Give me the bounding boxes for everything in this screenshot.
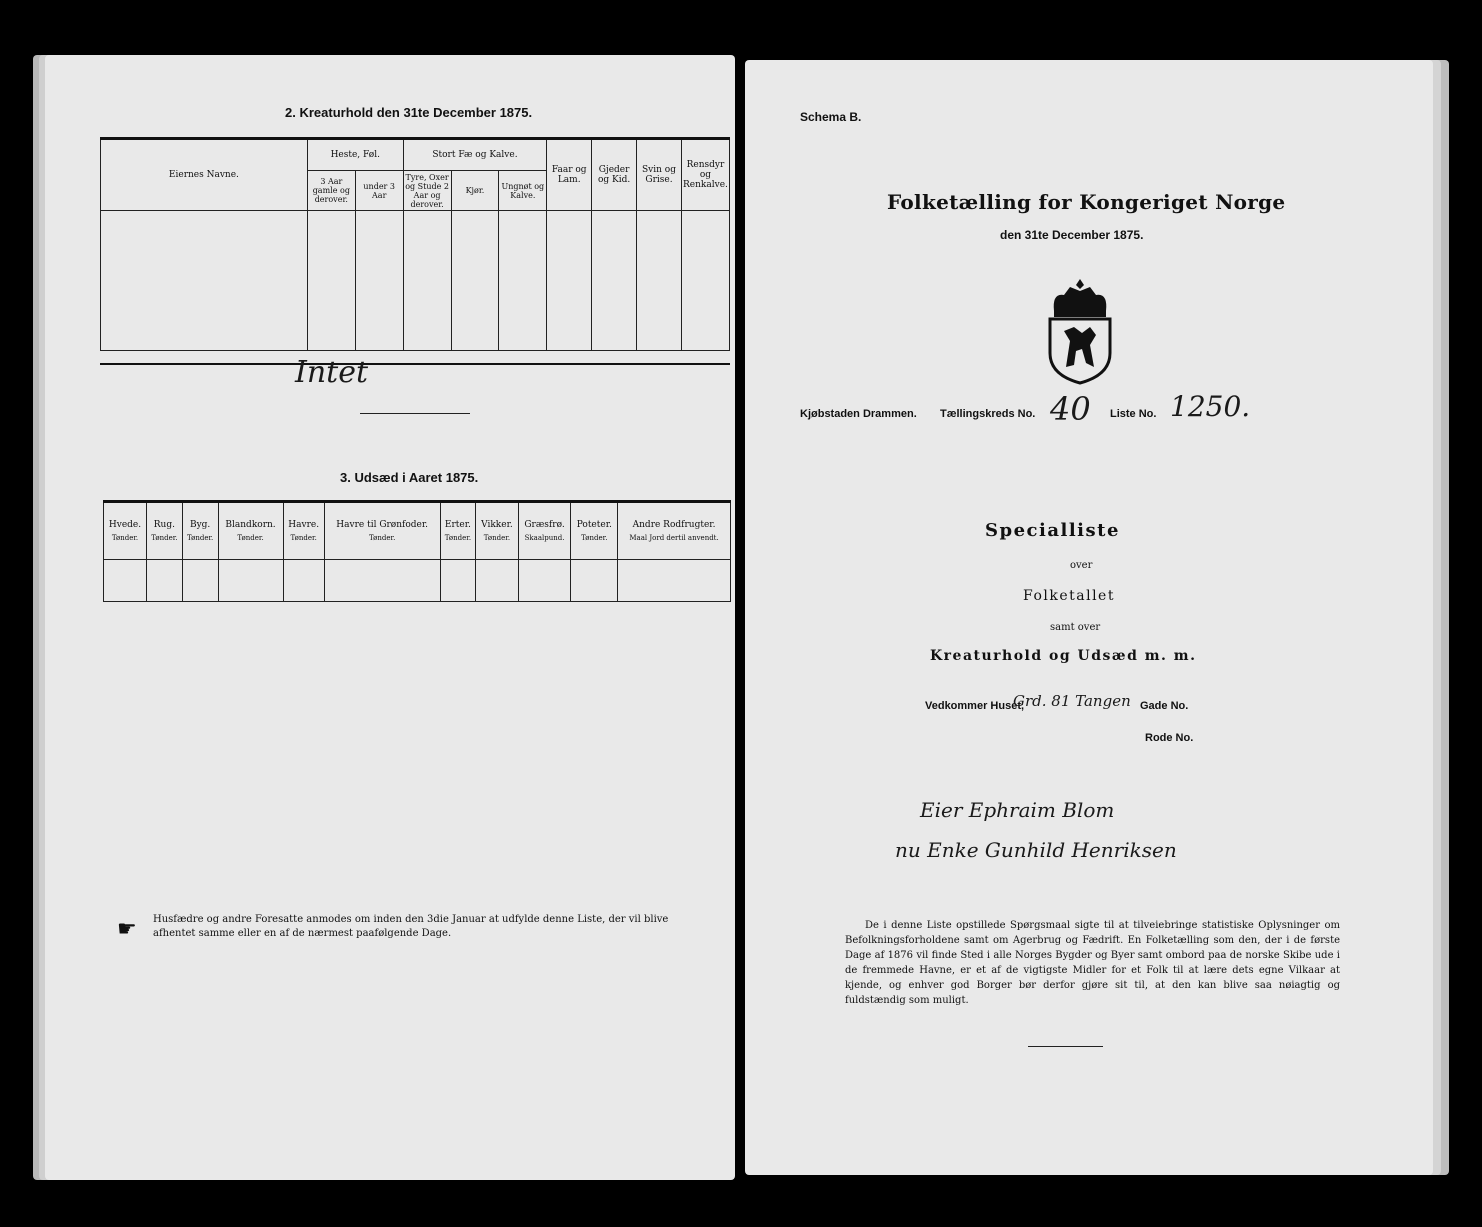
- samt-over-label: samt over: [1050, 622, 1101, 633]
- sowing-entry-cell: [324, 560, 440, 602]
- kreaturhold-label: Kreaturhold og Udsæd m. m.: [930, 648, 1197, 664]
- sowing-col-unit: Tønder.: [581, 534, 608, 542]
- pointing-hand-icon: ☛: [117, 917, 137, 942]
- coat-of-arms-icon: [1040, 275, 1120, 385]
- sowing-col-header: [571, 502, 618, 560]
- sowing-col-header: [440, 502, 476, 560]
- sowing-entry-cell: [104, 560, 147, 602]
- sowing-entry-cell: [218, 560, 283, 602]
- cattle-header: Stort Fæ og Kalve.: [403, 139, 547, 171]
- sowing-col-unit: Tønder.: [444, 534, 472, 542]
- notice-line2: afhentet samme eller en af de nærmest paafølgende Dage.: [153, 928, 452, 939]
- sowing-col-name: Poteter.: [576, 520, 612, 530]
- sowing-col-header: [182, 502, 218, 560]
- sowing-entry-cell: [182, 560, 218, 602]
- sowing-col-name: Græsfrø.: [524, 520, 565, 530]
- sowing-col-unit: Tønder.: [151, 534, 178, 542]
- rode-label: Rode No.: [1145, 732, 1194, 744]
- pigs-header: Svin og Grise.: [637, 139, 682, 211]
- schema-label: Schema B.: [800, 110, 862, 124]
- bottom-divider: [1028, 1046, 1103, 1047]
- census-title: Folketælling for Kongeriget Norge: [887, 190, 1286, 214]
- sowing-col-name: Byg.: [189, 520, 211, 530]
- house-label: Vedkommer Huset,: [925, 700, 1025, 712]
- sowing-col-header: [618, 502, 731, 560]
- sowing-col-name: Andre Rodfrugter.: [632, 520, 716, 530]
- sowing-entry-cell: [618, 560, 731, 602]
- reindeer-header: Rensdyr og Renkalve.: [681, 139, 729, 211]
- horses-header: Heste, Føl.: [307, 139, 403, 171]
- sowing-col-header: [283, 502, 324, 560]
- right-page: [745, 60, 1433, 1175]
- sowing-col-unit: Tønder.: [483, 534, 511, 542]
- sowing-entry-cell: [147, 560, 183, 602]
- list-value: 1250.: [1170, 390, 1251, 423]
- sowing-col-unit: Tønder.: [187, 534, 214, 542]
- sowing-entry-cell: [571, 560, 618, 602]
- sowing-entry-cell: [518, 560, 571, 602]
- house-value: Grd. 81 Tangen: [1013, 692, 1131, 710]
- sowing-entry-cell: [440, 560, 476, 602]
- sowing-col-unit: Skaalpund.: [524, 534, 565, 542]
- section3-title: 3. Udsæd i Aaret 1875.: [340, 470, 479, 485]
- over-label: over: [1070, 560, 1093, 571]
- sowing-col-unit: Tønder.: [369, 534, 396, 542]
- handwritten-intet: Intet: [295, 355, 369, 390]
- sowing-col-header: [324, 502, 440, 560]
- sowing-entry-cell: [283, 560, 324, 602]
- livestock-entry-row: [101, 211, 730, 351]
- district-label: Tællingskreds No.: [940, 408, 1036, 420]
- cows-header: Kjør.: [451, 171, 499, 211]
- section2-title: 2. Kreaturhold den 31te December 1875.: [285, 105, 533, 120]
- sowing-col-name: Havre til Grønfoder.: [336, 520, 429, 530]
- sowing-col-header: [476, 502, 518, 560]
- notice-line1: Husfædre og andre Foresatte anmodes om inden den 3die Januar at udfylde denne Liste, der vil blive: [153, 914, 669, 925]
- town-label: Kjøbstaden Drammen.: [800, 408, 917, 420]
- owner-line1: Eier Ephraim Blom: [920, 798, 1115, 822]
- sowing-entry-cell: [476, 560, 518, 602]
- calves-header: Ungnøt og Kalve.: [499, 171, 547, 211]
- sowing-col-name: Erter.: [444, 520, 471, 530]
- left-page: [45, 55, 735, 1180]
- table2-bottom-rule: [100, 363, 730, 365]
- sowing-col-header: [104, 502, 147, 560]
- sowing-col-header: [147, 502, 183, 560]
- folketallet-label: Folketallet: [1023, 588, 1115, 604]
- livestock-table: [100, 137, 730, 351]
- sowing-col-name: Vikker.: [481, 520, 513, 530]
- goats-header: Gjeder og Kid.: [592, 139, 637, 211]
- bulls-header: Tyre, Oxer og Stude 2 Aar og derover.: [403, 171, 451, 211]
- sowing-col-name: Hvede.: [108, 520, 142, 530]
- divider: [360, 413, 470, 414]
- sowing-col-unit: Tønder.: [237, 534, 264, 542]
- list-label: Liste No.: [1110, 408, 1157, 420]
- sowing-table: [103, 500, 731, 602]
- specialliste-title: Specialliste: [985, 520, 1120, 541]
- notice: [153, 913, 713, 941]
- horses-adult-header: 3 Aar gamle og derover.: [307, 171, 355, 211]
- sowing-col-unit: Tønder.: [111, 534, 139, 542]
- census-date: den 31te December 1875.: [1000, 228, 1144, 242]
- sowing-col-name: Rug.: [153, 520, 175, 530]
- sowing-col-header: [218, 502, 283, 560]
- sowing-col-name: Blandkorn.: [225, 520, 276, 530]
- owner-header: Eiernes Navne.: [101, 139, 308, 211]
- sowing-col-header: [518, 502, 571, 560]
- sowing-col-unit: Maal Jord dertil anvendt.: [629, 534, 719, 542]
- owner-line2: nu Enke Gunhild Henriksen: [895, 838, 1177, 862]
- sheep-header: Faar og Lam.: [547, 139, 592, 211]
- horses-young-header: under 3 Aar: [355, 171, 403, 211]
- district-value: 40: [1050, 390, 1091, 428]
- info-paragraph: De i denne Liste opstillede Spørgsmaal sigte til at tilveiebringe statistiske Oplysninger om Befolkningsforholdene samt om Agerbrug og Fædrift. En Folketælling som den, der i de første Dage af 1876 vil finde Sted i alle Norges Bygder og Byer samt ombord paa de norske Skibe ude i de fremmede Havne, er et af de vigtigste Midler for et Folk til at lære dets egne Vilkaar at kjende, og enhver god Borger bør derfor gjøre sit til, at den kan blive saa nøiagtig og fuldstændig som muligt.: [845, 920, 1340, 1006]
- sowing-col-unit: Tønder.: [290, 534, 317, 542]
- gade-label: Gade No.: [1140, 700, 1189, 712]
- sowing-col-name: Havre.: [288, 520, 320, 530]
